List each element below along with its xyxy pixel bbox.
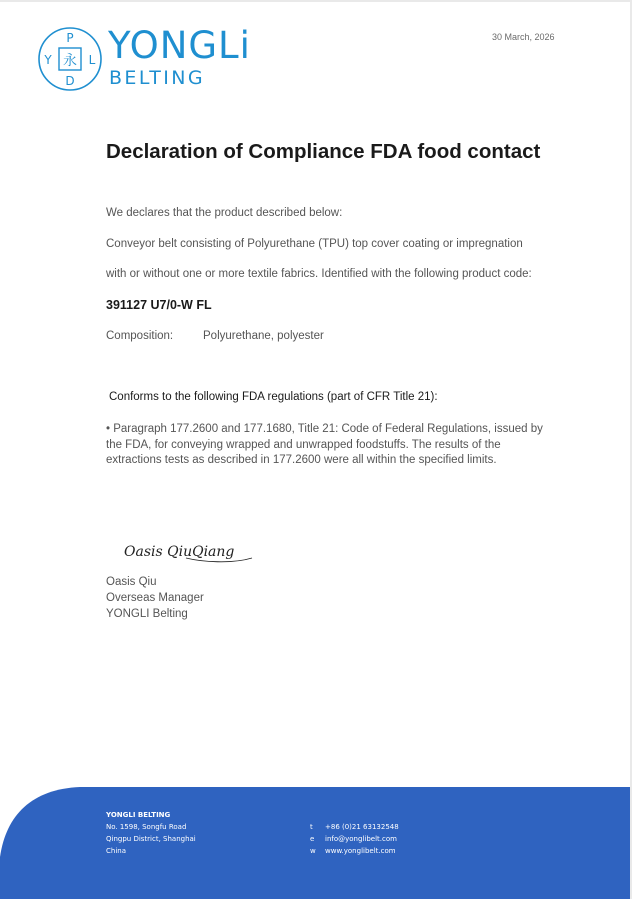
document-page	[0, 2, 630, 899]
company-logo	[37, 26, 287, 94]
brand-name: YONGLi	[108, 24, 251, 67]
footer-address-line-3: China	[106, 847, 126, 855]
logo-letter-left: Y	[44, 53, 52, 67]
footer-company: YONGLI BELTING	[106, 811, 171, 819]
logo-mark-icon	[37, 26, 105, 94]
footer-band	[0, 787, 630, 899]
footer-email-key: e	[310, 835, 315, 843]
footer-website[interactable]: www.yonglibelt.com	[325, 847, 396, 855]
signer-position: Overseas Manager	[106, 592, 204, 604]
intro-text: We declares that the product described below:	[106, 207, 343, 219]
regulations-paragraph: • Paragraph 177.2600 and 177.1680, Title 21: Code of Federal Regulations, issued by the FDA, for conveying wrapped and unwrapped foodstuffs. The results of the extractions tests as described in 177.2600 were all within the specified limits.	[106, 423, 543, 466]
regulations-heading: Conforms to the following FDA regulations (part of CFR Title 21):	[109, 391, 438, 403]
footer-background	[0, 787, 630, 899]
logo-letter-top: P	[66, 31, 74, 45]
composition-label: Composition:	[106, 330, 174, 342]
footer-address-line-2: Qingpu District, Shanghai	[106, 835, 196, 843]
description-line-2: with or without one or more textile fabrics. Identified with the following product code:	[106, 268, 532, 280]
document-date: 30 March, 2026	[492, 32, 555, 42]
logo-letter-right: L	[88, 53, 96, 67]
signature-handwriting: Oasis QiuQiang	[124, 544, 235, 560]
footer-email[interactable]: info@yonglibelt.com	[325, 835, 397, 843]
signer-name: Oasis Qiu	[106, 576, 157, 588]
logo-center-glyph: 永	[63, 53, 77, 69]
composition-value: Polyurethane, polyester	[203, 330, 324, 342]
signer-company: YONGLI Belting	[106, 608, 188, 620]
handwritten-signature	[122, 540, 262, 572]
footer-web-key: w	[310, 847, 316, 855]
footer-phone: +86 (0)21 63132548	[325, 823, 399, 831]
footer-address-line-1: No. 1598, Songfu Road	[106, 823, 187, 831]
product-code: 391127 U7/0-W FL	[106, 298, 212, 312]
footer-phone-key: t	[310, 823, 313, 831]
document-title: Declaration of Compliance FDA food contact	[106, 140, 541, 163]
brand-subtitle: BELTING	[109, 67, 205, 89]
logo-letter-bottom: D	[65, 74, 75, 88]
description-line-1: Conveyor belt consisting of Polyurethane (TPU) top cover coating or impregnation	[106, 238, 523, 250]
